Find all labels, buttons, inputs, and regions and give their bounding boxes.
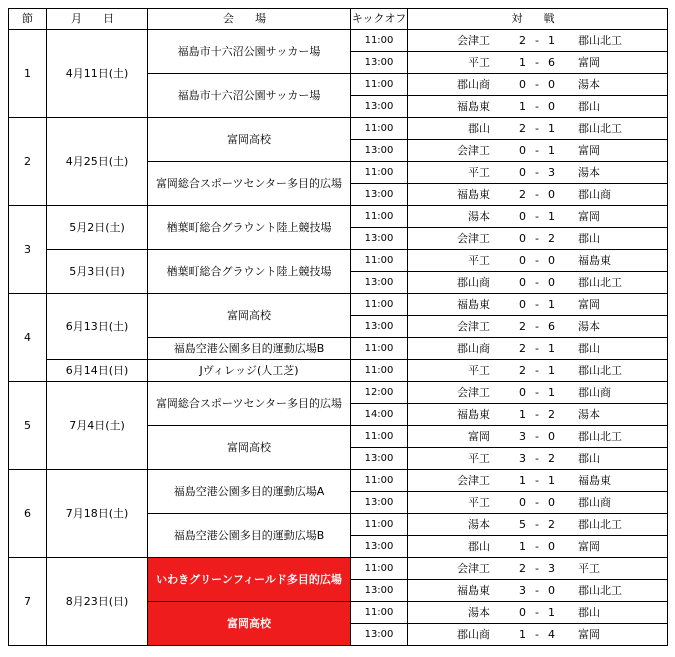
home-score: 0 <box>519 385 526 399</box>
away-score: 0 <box>548 539 555 553</box>
table-row <box>9 382 668 404</box>
away-team: 湯本 <box>578 407 600 421</box>
match-result <box>408 602 668 624</box>
score-separator: - <box>535 77 539 91</box>
match-result <box>408 272 668 294</box>
away-score: 1 <box>548 209 555 223</box>
away-team: 富岡 <box>578 627 600 641</box>
home-score: 2 <box>519 187 526 201</box>
away-score: 1 <box>548 363 555 377</box>
match-date: 4月11日(土) <box>47 30 148 118</box>
score-separator: - <box>535 99 539 113</box>
away-team: 郡山 <box>578 231 600 245</box>
away-team: 富岡 <box>578 209 600 223</box>
score-separator: - <box>535 55 539 69</box>
match-result <box>408 74 668 96</box>
venue: 富岡高校 <box>148 426 351 470</box>
home-score: 0 <box>519 495 526 509</box>
match-date: 6月13日(土) <box>47 294 148 360</box>
match-result <box>408 162 668 184</box>
kickoff-time: 13:00 <box>351 492 408 514</box>
kickoff-time: 13:00 <box>351 140 408 162</box>
away-score: 0 <box>548 275 555 289</box>
match-date: 5月3日(日) <box>47 250 148 294</box>
match-result <box>408 118 668 140</box>
venue-highlighted: 富岡高校 <box>148 602 351 646</box>
round-number: 4 <box>9 294 47 382</box>
home-team: 湯本 <box>468 517 490 531</box>
home-score: 0 <box>519 231 526 245</box>
match-result <box>408 624 668 646</box>
home-team: 湯本 <box>468 605 490 619</box>
match-date: 6月14日(日) <box>47 360 148 382</box>
match-result <box>408 514 668 536</box>
home-team: 平工 <box>468 363 490 377</box>
venue: 富岡高校 <box>148 294 351 338</box>
venue: Jヴィレッジ(人工芝) <box>148 360 351 382</box>
home-score: 0 <box>519 253 526 267</box>
match-result <box>408 382 668 404</box>
score-separator: - <box>535 429 539 443</box>
venue-highlighted: いわきグリーンフィールド多目的広場 <box>148 558 351 602</box>
match-result <box>408 184 668 206</box>
match-date: 7月4日(土) <box>47 382 148 470</box>
score-separator: - <box>535 407 539 421</box>
kickoff-time: 11:00 <box>351 426 408 448</box>
home-team: 会津工 <box>457 473 490 487</box>
header-kickoff: キックオフ <box>351 9 408 30</box>
away-team: 郡山 <box>578 605 600 619</box>
home-score: 0 <box>519 275 526 289</box>
venue: 富岡総合スポーツセンター多目的広場 <box>148 382 351 426</box>
home-score: 3 <box>519 429 526 443</box>
away-team: 富岡 <box>578 297 600 311</box>
score-separator: - <box>535 473 539 487</box>
score-separator: - <box>535 33 539 47</box>
home-score: 2 <box>519 341 526 355</box>
header-match: 対 戦 <box>408 9 668 30</box>
venue: 福島空港公園多目的運動広場A <box>148 470 351 514</box>
home-team: 平工 <box>468 451 490 465</box>
score-separator: - <box>535 495 539 509</box>
home-team: 平工 <box>468 253 490 267</box>
away-team: 郡山 <box>578 341 600 355</box>
away-score: 1 <box>548 385 555 399</box>
score-separator: - <box>535 605 539 619</box>
away-score: 2 <box>548 407 555 421</box>
round-number: 1 <box>9 30 47 118</box>
match-result <box>408 470 668 492</box>
match-result <box>408 30 668 52</box>
away-score: 2 <box>548 231 555 245</box>
match-result <box>408 360 668 382</box>
home-score: 2 <box>519 561 526 575</box>
away-team: 福島東 <box>578 253 611 267</box>
home-team: 福島東 <box>457 297 490 311</box>
away-score: 1 <box>548 341 555 355</box>
table-row <box>9 118 668 140</box>
match-result <box>408 206 668 228</box>
score-separator: - <box>535 121 539 135</box>
home-team: 郡山商 <box>457 341 490 355</box>
match-result <box>408 228 668 250</box>
venue: 富岡総合スポーツセンター多目的広場 <box>148 162 351 206</box>
home-team: 福島東 <box>457 99 490 113</box>
away-team: 郡山北工 <box>578 517 622 531</box>
away-team: 郡山北工 <box>578 275 622 289</box>
away-score: 0 <box>548 253 555 267</box>
kickoff-time: 11:00 <box>351 250 408 272</box>
match-result <box>408 580 668 602</box>
match-result <box>408 536 668 558</box>
home-team: 会津工 <box>457 561 490 575</box>
away-team: 湯本 <box>578 77 600 91</box>
kickoff-time: 13:00 <box>351 52 408 74</box>
home-team: 会津工 <box>457 231 490 245</box>
home-score: 3 <box>519 451 526 465</box>
home-score: 1 <box>519 473 526 487</box>
home-score: 2 <box>519 363 526 377</box>
away-team: 富岡 <box>578 539 600 553</box>
match-result <box>408 52 668 74</box>
kickoff-time: 11:00 <box>351 74 408 96</box>
match-result <box>408 492 668 514</box>
table-row <box>9 206 668 228</box>
away-team: 郡山北工 <box>578 121 622 135</box>
away-team: 郡山北工 <box>578 429 622 443</box>
away-score: 1 <box>548 33 555 47</box>
venue: 福島市十六沼公園サッカー場 <box>148 74 351 118</box>
venue: 富岡高校 <box>148 118 351 162</box>
kickoff-time: 11:00 <box>351 30 408 52</box>
home-score: 2 <box>519 33 526 47</box>
round-number: 5 <box>9 382 47 470</box>
home-team: 平工 <box>468 165 490 179</box>
venue: 福島市十六沼公園サッカー場 <box>148 30 351 74</box>
kickoff-time: 13:00 <box>351 316 408 338</box>
score-separator: - <box>535 253 539 267</box>
match-result <box>408 558 668 580</box>
score-separator: - <box>535 165 539 179</box>
match-result <box>408 96 668 118</box>
table-row <box>9 250 668 272</box>
home-score: 0 <box>519 77 526 91</box>
away-score: 0 <box>548 583 555 597</box>
score-separator: - <box>535 583 539 597</box>
table-row <box>9 360 668 382</box>
home-score: 1 <box>519 539 526 553</box>
away-team: 郡山 <box>578 451 600 465</box>
kickoff-time: 14:00 <box>351 404 408 426</box>
score-separator: - <box>535 143 539 157</box>
home-team: 湯本 <box>468 209 490 223</box>
header-date: 月 日 <box>47 9 148 30</box>
home-team: 会津工 <box>457 33 490 47</box>
home-score: 0 <box>519 209 526 223</box>
away-team: 福島東 <box>578 473 611 487</box>
kickoff-time: 13:00 <box>351 536 408 558</box>
home-team: 会津工 <box>457 143 490 157</box>
kickoff-time: 13:00 <box>351 624 408 646</box>
home-team: 会津工 <box>457 319 490 333</box>
venue: 楢葉町総合グラウント陸上競技場 <box>148 206 351 250</box>
home-team: 郡山商 <box>457 627 490 641</box>
kickoff-time: 11:00 <box>351 118 408 140</box>
match-date: 4月25日(土) <box>47 118 148 206</box>
home-score: 3 <box>519 583 526 597</box>
round-number: 3 <box>9 206 47 294</box>
home-score: 1 <box>519 55 526 69</box>
venue: 福島空港公園多目的運動広場B <box>148 338 351 360</box>
away-team: 郡山北工 <box>578 583 622 597</box>
away-team: 郡山北工 <box>578 363 622 377</box>
home-score: 1 <box>519 99 526 113</box>
away-score: 2 <box>548 517 555 531</box>
away-score: 6 <box>548 55 555 69</box>
kickoff-time: 11:00 <box>351 294 408 316</box>
kickoff-time: 11:00 <box>351 162 408 184</box>
away-team: 湯本 <box>578 165 600 179</box>
away-team: 郡山商 <box>578 495 611 509</box>
away-score: 1 <box>548 297 555 311</box>
score-separator: - <box>535 517 539 531</box>
away-score: 4 <box>548 627 555 641</box>
kickoff-time: 13:00 <box>351 96 408 118</box>
kickoff-time: 11:00 <box>351 602 408 624</box>
header-venue: 会 場 <box>148 9 351 30</box>
home-team: 郡山 <box>468 121 490 135</box>
schedule-table <box>8 8 668 646</box>
match-date: 8月23日(日) <box>47 558 148 646</box>
score-separator: - <box>535 209 539 223</box>
round-number: 7 <box>9 558 47 646</box>
away-score: 1 <box>548 605 555 619</box>
home-score: 0 <box>519 143 526 157</box>
score-separator: - <box>535 561 539 575</box>
kickoff-time: 13:00 <box>351 448 408 470</box>
score-separator: - <box>535 363 539 377</box>
kickoff-time: 11:00 <box>351 360 408 382</box>
away-score: 3 <box>548 561 555 575</box>
match-result <box>408 140 668 162</box>
away-score: 0 <box>548 187 555 201</box>
kickoff-time: 11:00 <box>351 206 408 228</box>
home-score: 0 <box>519 605 526 619</box>
home-team: 郡山商 <box>457 77 490 91</box>
away-team: 平工 <box>578 561 600 575</box>
score-separator: - <box>535 319 539 333</box>
home-score: 0 <box>519 297 526 311</box>
kickoff-time: 13:00 <box>351 228 408 250</box>
home-score: 5 <box>519 517 526 531</box>
round-number: 2 <box>9 118 47 206</box>
table-row <box>9 470 668 492</box>
match-result <box>408 250 668 272</box>
away-score: 1 <box>548 143 555 157</box>
kickoff-time: 13:00 <box>351 272 408 294</box>
away-team: 郡山商 <box>578 385 611 399</box>
venue: 楢葉町総合グラウント陸上競技場 <box>148 250 351 294</box>
home-score: 2 <box>519 319 526 333</box>
score-separator: - <box>535 275 539 289</box>
score-separator: - <box>535 341 539 355</box>
home-score: 0 <box>519 165 526 179</box>
home-score: 1 <box>519 407 526 421</box>
score-separator: - <box>535 231 539 245</box>
away-team: 郡山北工 <box>578 33 622 47</box>
away-score: 6 <box>548 319 555 333</box>
match-result <box>408 426 668 448</box>
away-score: 0 <box>548 77 555 91</box>
kickoff-time: 13:00 <box>351 184 408 206</box>
header-round: 節 <box>9 9 47 30</box>
home-team: 郡山商 <box>457 275 490 289</box>
match-result <box>408 338 668 360</box>
match-result <box>408 448 668 470</box>
away-score: 2 <box>548 451 555 465</box>
away-team: 富岡 <box>578 143 600 157</box>
home-team: 平工 <box>468 55 490 69</box>
match-result <box>408 316 668 338</box>
match-date: 7月18日(土) <box>47 470 148 558</box>
match-result <box>408 294 668 316</box>
score-separator: - <box>535 187 539 201</box>
kickoff-time: 11:00 <box>351 558 408 580</box>
home-team: 郡山 <box>468 539 490 553</box>
kickoff-time: 11:00 <box>351 470 408 492</box>
score-separator: - <box>535 627 539 641</box>
home-team: 富岡 <box>468 429 490 443</box>
away-score: 0 <box>548 495 555 509</box>
round-number: 6 <box>9 470 47 558</box>
home-team: 福島東 <box>457 583 490 597</box>
kickoff-time: 13:00 <box>351 580 408 602</box>
table-row <box>9 558 668 580</box>
score-separator: - <box>535 451 539 465</box>
away-team: 郡山商 <box>578 187 611 201</box>
header-row <box>9 9 668 30</box>
away-score: 0 <box>548 429 555 443</box>
table-row <box>9 294 668 316</box>
away-score: 0 <box>548 99 555 113</box>
away-score: 1 <box>548 121 555 135</box>
score-separator: - <box>535 297 539 311</box>
away-team: 郡山 <box>578 99 600 113</box>
match-result <box>408 404 668 426</box>
home-score: 2 <box>519 121 526 135</box>
away-team: 湯本 <box>578 319 600 333</box>
table-row <box>9 30 668 52</box>
kickoff-time: 11:00 <box>351 514 408 536</box>
home-team: 会津工 <box>457 385 490 399</box>
away-team: 富岡 <box>578 55 600 69</box>
match-date: 5月2日(土) <box>47 206 148 250</box>
home-score: 1 <box>519 627 526 641</box>
home-team: 平工 <box>468 495 490 509</box>
home-team: 福島東 <box>457 187 490 201</box>
kickoff-time: 12:00 <box>351 382 408 404</box>
venue: 福島空港公園多目的運動広場B <box>148 514 351 558</box>
score-separator: - <box>535 385 539 399</box>
away-score: 3 <box>548 165 555 179</box>
score-separator: - <box>535 539 539 553</box>
away-score: 1 <box>548 473 555 487</box>
kickoff-time: 11:00 <box>351 338 408 360</box>
home-team: 福島東 <box>457 407 490 421</box>
